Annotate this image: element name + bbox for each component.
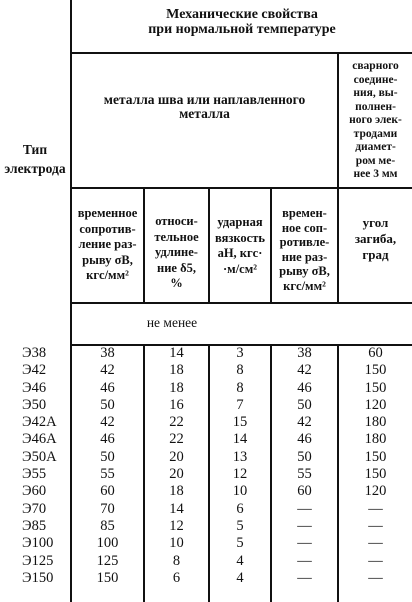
tensile-strength-column xyxy=(72,345,143,587)
table-cell-aH: 7 xyxy=(236,396,244,413)
table-cell-sigma-j: — xyxy=(297,552,312,569)
table-cell-angle: 60 xyxy=(368,345,383,361)
table-cell-sigma: 46 xyxy=(100,431,115,448)
mechanical-properties-header: Механические свойства при нормальной температуре xyxy=(148,7,336,37)
table-cell-type: Э150 xyxy=(22,569,54,586)
table-cell-sigma-j: 50 xyxy=(297,448,312,465)
table-cell-aH: 15 xyxy=(232,414,248,431)
table-cell-sigma-j: — xyxy=(297,569,312,586)
table-cell-angle: 180 xyxy=(364,414,387,431)
table-cell-angle: — xyxy=(368,500,383,517)
table-cell-type: Э50 xyxy=(22,396,47,413)
table-cell-type: Э38 xyxy=(22,345,47,361)
table-cell-aH: 8 xyxy=(236,362,244,379)
table-cell-aH: 14 xyxy=(232,431,248,448)
table-cell-aH: 6 xyxy=(236,500,244,517)
row-divider xyxy=(70,52,412,54)
table-cell-sigma: 100 xyxy=(96,535,119,552)
table-cell-type: Э70 xyxy=(22,500,47,517)
table-cell-aH: 10 xyxy=(232,483,248,500)
table-cell-sigma-j: 50 xyxy=(297,396,312,413)
table-cell-delta: 16 xyxy=(169,396,184,413)
joint-tensile-strength-header: времен- ное соп- ротивле- ние раз- рыву σB, кгс/мм² xyxy=(279,206,330,293)
table-cell-sigma: 38 xyxy=(100,345,115,361)
table-cell-delta: 10 xyxy=(169,535,184,552)
joint-tensile-strength-column xyxy=(272,345,337,587)
table-cell-angle: 120 xyxy=(364,396,387,413)
table-cell-delta: 14 xyxy=(169,345,184,361)
table-cell-sigma-j: 55 xyxy=(297,466,312,483)
table-cell-sigma: 150 xyxy=(96,569,119,586)
table-cell-aH: 13 xyxy=(232,448,248,465)
weld-metal-header: металла шва или наплавленного металла xyxy=(103,92,306,122)
table-cell-type: Э46 xyxy=(22,379,47,396)
tensile-strength-header: временное сопротив- ление раз- рыву σB, кгс/мм² xyxy=(77,206,138,282)
table-cell-angle: — xyxy=(368,569,383,586)
table-cell-type: Э60 xyxy=(22,483,47,500)
impact-toughness-column xyxy=(210,345,270,587)
elongation-header: относи- тельное удлине- ние δ5, % xyxy=(154,214,199,290)
table-cell-delta: 22 xyxy=(169,414,184,431)
table-cell-type: Э125 xyxy=(22,552,54,569)
table-cell-aH: 8 xyxy=(236,379,244,396)
table-cell-angle: — xyxy=(368,517,383,534)
table-cell-delta: 18 xyxy=(169,362,184,379)
table-cell-angle: 150 xyxy=(364,448,387,465)
table-cell-sigma-j: 46 xyxy=(297,431,312,448)
table-cell-delta: 14 xyxy=(169,500,184,517)
table-cell-sigma: 55 xyxy=(100,466,115,483)
table-cell-aH: 5 xyxy=(236,535,244,552)
table-cell-sigma-j: — xyxy=(297,517,312,534)
table-cell-angle: 150 xyxy=(364,362,387,379)
table-cell-aH: 4 xyxy=(236,569,244,586)
table-cell-type: Э46А xyxy=(22,431,57,448)
table-cell-angle: 150 xyxy=(364,466,387,483)
table-cell-delta: 22 xyxy=(169,431,184,448)
table-cell-aH: 5 xyxy=(236,517,244,534)
table-cell-angle: — xyxy=(368,535,383,552)
table-cell-angle: 180 xyxy=(364,431,387,448)
table-cell-delta: 20 xyxy=(169,466,184,483)
table-cell-sigma-j: 38 xyxy=(297,345,312,361)
table-cell-type: Э85 xyxy=(22,517,47,534)
table-cell-sigma: 50 xyxy=(100,448,115,465)
table-cell-sigma-j: 42 xyxy=(297,414,312,431)
table-cell-delta: 20 xyxy=(169,448,184,465)
table-cell-type: Э55 xyxy=(22,466,47,483)
table-cell-delta: 8 xyxy=(172,552,181,569)
table-cell-sigma: 125 xyxy=(96,552,119,569)
table-cell-sigma: 85 xyxy=(100,517,115,534)
table-cell-angle: — xyxy=(368,552,383,569)
table-cell-sigma-j: — xyxy=(297,500,312,517)
table-cell-delta: 12 xyxy=(169,517,184,534)
table-cell-type: Э42 xyxy=(22,362,47,379)
row-divider xyxy=(70,302,412,304)
table-cell-sigma: 60 xyxy=(100,483,115,500)
welded-joint-header: сварного соедине- ния, вы- полнен- ного элек- тродами диамет- ром ме- нее 3 мм xyxy=(349,60,402,180)
table-cell-sigma-j: 46 xyxy=(297,379,312,396)
table-cell-aH: 12 xyxy=(232,466,248,483)
table-cell-delta: 18 xyxy=(169,483,184,500)
table-cell-sigma: 46 xyxy=(100,379,115,396)
bend-angle-header: угол загиба, град xyxy=(354,215,397,262)
table-cell-aH: 4 xyxy=(236,552,244,569)
table-cell-sigma: 50 xyxy=(100,396,115,413)
not-less-label: не менее xyxy=(146,315,198,330)
table-cell-sigma: 42 xyxy=(100,362,115,379)
row-divider xyxy=(70,187,412,189)
table-cell-type: Э100 xyxy=(22,535,54,552)
table-cell-delta: 18 xyxy=(169,379,184,396)
table-cell-type: Э50А xyxy=(22,448,57,465)
table-cell-type: Э42А xyxy=(22,414,57,431)
elongation-column xyxy=(145,345,208,587)
electrode-type-column xyxy=(22,345,70,587)
table-cell-sigma-j: 42 xyxy=(297,362,312,379)
bend-angle-column xyxy=(339,345,412,587)
impact-toughness-header: ударная вязкость aH, кгс· ·м/см² xyxy=(215,215,265,276)
table-cell-delta: 6 xyxy=(172,569,181,586)
table-cell-angle: 120 xyxy=(364,483,387,500)
table-cell-angle: 150 xyxy=(364,379,387,396)
table-cell-aH: 3 xyxy=(236,345,244,361)
table-cell-sigma-j: — xyxy=(297,535,312,552)
table-cell-sigma: 70 xyxy=(100,500,115,517)
electrode-type-header: Тип электрода xyxy=(4,142,66,176)
table-cell-sigma: 42 xyxy=(100,414,115,431)
table-cell-sigma-j: 60 xyxy=(297,483,312,500)
